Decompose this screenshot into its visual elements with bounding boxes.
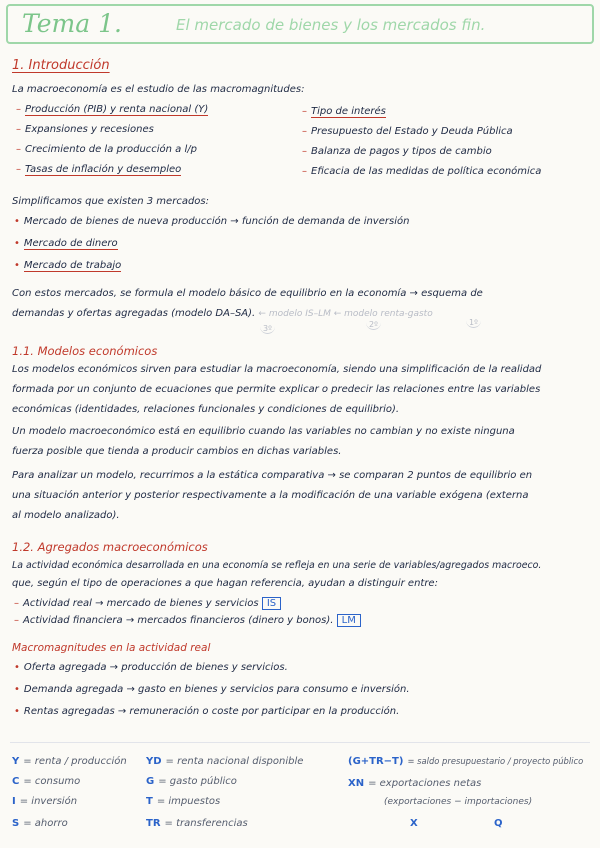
real-item: • Demanda agregada → gasto en bienes y servicios para consumo e inversión. xyxy=(14,684,410,695)
lm-box: LM xyxy=(337,614,361,627)
intro-item: – Producción (PIB) y renta nacional (Y) xyxy=(16,104,209,115)
order-label: 3º xyxy=(260,324,275,334)
is-box: IS xyxy=(262,597,281,610)
topic-title: Tema 1. xyxy=(22,9,122,38)
market-item: • Mercado de trabajo xyxy=(14,260,122,271)
aggregates-line: La actividad económica desarrollada en una economía se refleja en una serie de variables/agregados macroeco. xyxy=(12,560,542,571)
title-banner xyxy=(6,4,594,44)
subheading-real-activity: Macromagnitudes en la actividad real xyxy=(12,642,211,654)
legend-note: (exportaciones − importaciones) xyxy=(384,797,533,807)
legend-entry: Y = renta / producción xyxy=(12,756,127,767)
legend-entry: S = ahorro xyxy=(12,818,68,829)
real-item: • Rentas agregadas → remuneración o coste por participar en la producción. xyxy=(14,706,400,717)
intro-item: – Expansiones y recesiones xyxy=(16,124,154,135)
export-symbol: X xyxy=(410,818,418,829)
import-symbol: Q xyxy=(494,818,503,829)
section-heading-aggregates: 1.2. Agregados macroeconómicos xyxy=(12,540,208,554)
aggregates-line: que, según el tipo de operaciones a que hagan referencia, ayudan a distinguir entre: xyxy=(12,578,438,589)
models-line: Para analizar un modelo, recurrimos a la estática comparativa → se comparan 2 puntos de equilibrio en xyxy=(12,470,533,481)
models-line: Los modelos económicos sirven para estudiar la macroeconomía, siendo una simplificación de la realidad xyxy=(12,364,542,375)
intro-item: – Presupuesto del Estado y Deuda Pública xyxy=(302,126,513,137)
legend-entry: (G+TR−T) = saldo presupuestario / proyecto público xyxy=(348,756,584,767)
models-line: fuerza posible que tienda a producir cambios en dichas variables. xyxy=(12,446,342,457)
legend-entry: C = consumo xyxy=(12,776,81,787)
activity-item: – Actividad financiera → mercados financieros (dinero y bonos). LM xyxy=(14,614,361,627)
intro-item: – Crecimiento de la producción a l/p xyxy=(16,144,197,155)
market-item: • Mercado de dinero xyxy=(14,238,118,249)
models-line: económicas (identidades, relaciones funcionales y condiciones de equilibrio). xyxy=(12,404,400,415)
real-item: • Oferta agregada → producción de bienes y servicios. xyxy=(14,662,288,673)
intro-item: – Balanza de pagos y tipos de cambio xyxy=(302,146,492,157)
legend-entry: I = inversión xyxy=(12,796,78,807)
legend-entry: XN = exportaciones netas xyxy=(348,778,482,789)
intro-lead: La macroeconomía es el estudio de las macromagnitudes: xyxy=(12,84,305,95)
model-paragraph-line: demandas y ofertas agregadas (modelo DA–SA). ← modelo IS–LM ← modelo renta-gasto xyxy=(12,308,433,319)
section-heading-intro: 1. Introducción xyxy=(12,58,110,73)
activity-item: – Actividad real → mercado de bienes y servicios IS xyxy=(14,597,281,610)
models-line: Un modelo macroeconómico está en equilibrio cuando las variables no cambian y no existe ninguna xyxy=(12,426,515,437)
model-paragraph-line: Con estos mercados, se formula el modelo básico de equilibrio en la economía → esquema de xyxy=(12,288,483,299)
order-label: 2º xyxy=(366,320,381,330)
models-line: formada por un conjunto de ecuaciones que permite explicar o predecir las relaciones entre las variables xyxy=(12,384,541,395)
legend-entry: T = impuestos xyxy=(146,796,221,807)
intro-item: – Eficacia de las medidas de política económica xyxy=(302,166,542,177)
market-item: • Mercado de bienes de nueva producción → función de demanda de inversión xyxy=(14,216,410,227)
section-heading-models: 1.1. Modelos económicos xyxy=(12,344,158,358)
models-line: una situación anterior y posterior respectivamente a la modificación de una variable exógena (externa xyxy=(12,490,529,501)
intro-item: – Tasas de inflación y desempleo xyxy=(16,164,182,175)
intro-item: – Tipo de interés xyxy=(302,106,386,117)
order-label: 1º xyxy=(466,318,481,328)
models-line: al modelo analizado). xyxy=(12,510,120,521)
markets-lead: Simplificamos que existen 3 mercados: xyxy=(12,196,209,207)
topic-subtitle: El mercado de bienes y los mercados fin. xyxy=(176,16,486,34)
divider xyxy=(10,742,590,743)
legend-entry: TR = transferencias xyxy=(146,818,248,829)
legend-entry: G = gasto público xyxy=(146,776,237,787)
legend-entry: YD = renta nacional disponible xyxy=(146,756,304,767)
